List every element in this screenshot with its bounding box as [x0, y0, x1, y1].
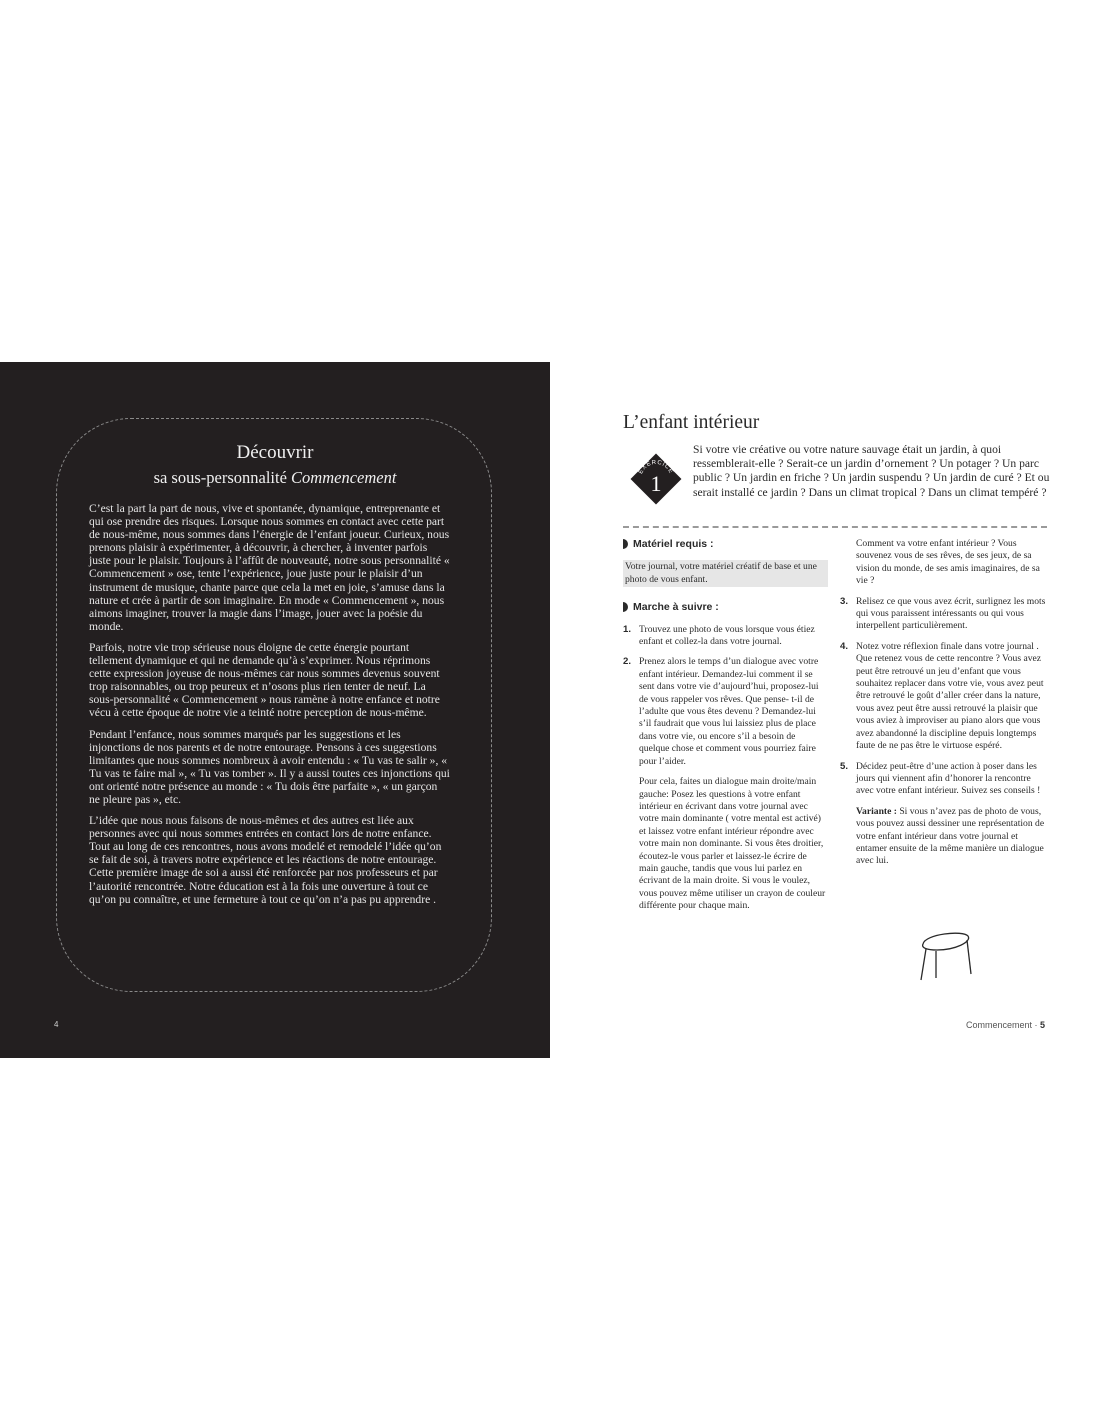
- step-2-continued: Pour cela, faites un dialogue main droite/main gauche: Posez les questions à votre enfant intérieur en écrivant dans votre journal avec votre main dominante ( votre mental est activé) et laissez votre enfant intérieur répondre avec votre main non dominante. Si vous êtes droitier, écoutez-le vous parler et laissez-le écrire de main gauche, tandis que vous lui parlez en écrivant de la main droite. Si vous le voulez, vous pouvez même utiliser un crayon de couleur différente pour chaque main.: [639, 776, 826, 912]
- left-page: [0, 362, 550, 1058]
- left-paragraph: Parfois, notre vie trop sérieuse nous éloigne de cette énergie pourtant tellement dynamique et qui ne demande qu’à s’exprimer. Nous réprimons cette expression joyeuse de nous-mêmes car nous sommes devenus souvent trop raisonnables, ou trop peureux et n’osons plus rien tenter de neuf. La sous-personnalité « Commencement » nous ramène à notre enfance et notre vécu à cette époque de notre vie a teinté notre perception de nous-même.: [89, 640, 440, 720]
- left-paragraph: C’est la part la part de nous, vive et spontanée, dynamique, entreprenante et qui ose prendre des risques. Lorsque nous sommes en contact avec cette part de nous-même, nous sommes dans l’énergie de l’enfant joueur. Curieux, nous prenons plaisir à expérimenter, à découvrir, à chercher, à inventer parfois juste pour le plaisir. Toujours à l’affût de nouveauté, notre sous personnalité « Commencement » ose, tente l’expérience, joue juste pour le plaisir d’un instrument de musique, chante parce que cela la met en joie, s’amuse dans la nature et crée à partir de son imaginaire. En mode « Commencement », nous aimons imaginer, trouver la magie dans l’image, jouer avec la poésie du monde.: [89, 502, 450, 633]
- variant-text: Si vous n’avez pas de photo de vous, vous pouvez aussi dessiner une représentation de votre enfant intérieur dans votre journal et entamer ensuite de la même manière un dialogue avec lui.: [856, 805, 1045, 867]
- step-text: Décidez peut-être d’une action à poser dans les jours qui viennent afin d’honorer la rencontre avec votre enfant intérieur. Suivez ses conseils !: [856, 760, 1041, 797]
- left-title-line1: Découvrir: [236, 442, 314, 463]
- step-text: Trouvez une photo de vous lorsque vous étiez enfant et collez-la dans votre journal.: [639, 623, 815, 648]
- dashed-divider: [623, 526, 1047, 528]
- step-number: 3.: [840, 595, 849, 607]
- step-text: Prenez alors le temps d’un dialogue avec votre enfant intérieur. Demandez-lui comment il se sent dans votre vie d’aujourd’hui, proposez-lui de vous rappeler vos rêves. Que pense- t-il de l’adulte que vous êtes devenu ? Demandez-lui s’il faudrait que vous lui laissiez plus de place dans votre vie, ou encore s’il a besoin de quelque chose et comment vous pourriez faire pour l’aider.: [639, 656, 819, 767]
- steps-list: [623, 624, 828, 768]
- step-number: 5.: [840, 760, 849, 772]
- left-paragraph: L’idée que nous nous faisons de nous-mêmes et des autres est liée aux personnes avec qui nous sommes entrées en contact lors de notre enfance. Tout au long de ces rencontres, nous avons modelé et remodelé l’idée qu’on se fait de soi, à travers notre expérience et les réactions de notre entourage. Cette première image de soi a aussi été renforcée par nos professeurs et par l’autorité rencontrée. Notre éducation est à la fois une ouverture à tout ce qu’on pu connaître, et une fermeture à tout ce qu’on n’a pas pu apprendre .: [89, 814, 442, 906]
- step-number: 4.: [840, 640, 849, 652]
- steps-heading-text: Marche à suivre :: [633, 601, 719, 614]
- half-circle-bullet-icon: [623, 539, 628, 549]
- step-text: Relisez ce que vous avez écrit, surlignez les mots qui vous paraissent intéressants ou qui vous interpellent particulièrement.: [856, 595, 1046, 632]
- footer-chapter: Commencement ·: [966, 1020, 1038, 1030]
- badge-label: EXERCICE: [638, 459, 674, 476]
- half-circle-bullet-icon: [623, 602, 628, 612]
- exercise-intro: Si votre vie créative ou votre nature sauvage était un jardin, à quoi ressemblerait-elle ? Serait-ce un jardin d’ornement ? Un potager ? Un parc public ? Un jardin en friche ? Un jardin suspendu ? Un jardin de curé ? Et ou serait installé ce jardin ? Dans un climat tropical ? Dans un climat tempéré ?: [693, 443, 1050, 499]
- variant-paragraph: [840, 806, 1048, 868]
- list-item: [840, 596, 1048, 633]
- col2-intro: Comment va votre enfant intérieur ? Vous souvenez vous de ses rêves, de ses jeux, de sa vision du monde, de ses amis imaginaires, de sa vie ?: [856, 538, 1040, 587]
- material-text: Votre journal, votre matériel créatif de base et une photo de vous enfant.: [623, 560, 828, 587]
- left-title-italic: Commencement: [291, 468, 397, 487]
- variant-label: Variante :: [856, 805, 897, 817]
- right-column-2: [840, 538, 1048, 876]
- list-item: [623, 656, 828, 768]
- steps-heading: [623, 601, 828, 613]
- left-title-line2: [0, 468, 550, 488]
- step-text: Notez votre réflexion finale dans votre journal . Que retenez vous de cette rencontre ? Vous avez peut être retrouvé un jeu d’enfant que vous souhaitez replacer dans votre vie, vous avez peut être retrouvé le goût d’aller créer dans la nature, vous avez peut être aussi retrouvé la plaisir que vous aviez à improviser au piano alors que vous avez abandonné la discipline depuis longtemps faute de ne pas être le virtuose espéré.: [856, 640, 1044, 752]
- left-paragraph: Pendant l’enfance, nous sommes marqués par les suggestions et les injonctions de nos parents et de notre entourage. Pensons à ces suggestions limitantes que nous sommes nombreux à avoir entendu : « Tu vas te salir », « Tu vas te faire mal », « Tu vas tomber ». Il y a aussi toutes ces injonctions qui ont orienté notre présence au monde : « Tu dois être parfaite », « un garçon ne pleure pas », etc.: [89, 727, 450, 806]
- step-number: 2.: [623, 656, 632, 668]
- list-item: [840, 761, 1048, 798]
- right-column-1: [623, 538, 828, 921]
- step-number: 1.: [623, 623, 632, 635]
- steps-list-continued: [840, 596, 1048, 798]
- right-page-title: L’enfant intérieur: [623, 412, 760, 433]
- exercise-badge-icon: [627, 450, 685, 508]
- right-page-footer: [966, 1020, 1045, 1030]
- stool-sketch-icon: [915, 928, 975, 984]
- badge-number: 1: [650, 471, 662, 496]
- right-page-number: 5: [1040, 1020, 1046, 1030]
- list-item: [623, 624, 828, 649]
- left-page-number: 4: [54, 1020, 59, 1029]
- material-heading-text: Matériel requis :: [633, 538, 714, 550]
- list-item: [840, 641, 1048, 753]
- left-title-text: sa sous-personnalité: [153, 468, 287, 487]
- material-heading: [623, 538, 828, 550]
- left-body: [89, 502, 451, 914]
